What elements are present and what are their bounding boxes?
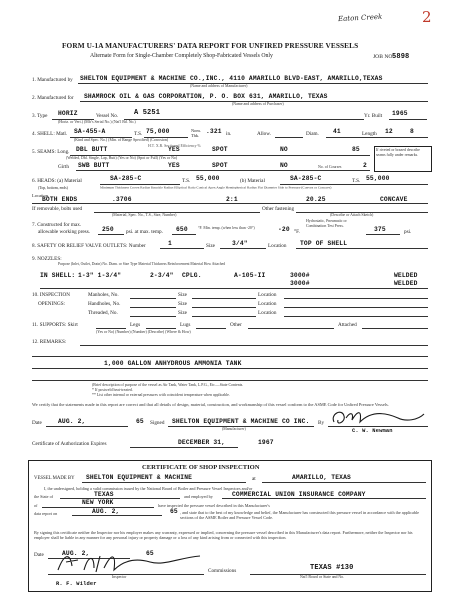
attached-label: Attached (338, 322, 357, 328)
insp-sign-date: AUG. 2, (62, 550, 90, 557)
of-label: of (34, 503, 38, 508)
inspector-print: R. F. Wilder (56, 581, 97, 587)
inspector-caption: Inspector (112, 575, 127, 579)
shop-inspection-title: CERTIFICATE OF SHOP INSPECTION (142, 464, 260, 471)
threaded-size: Size (178, 310, 187, 316)
shell-material: SA-455-A (74, 128, 106, 135)
nozzle-row2-how: WELDED (394, 280, 418, 287)
head-location-label: Location (32, 193, 48, 198)
nozzle-row-label: IN SHELL: (40, 272, 76, 279)
note-3: ** List other internal or external pressures with coincident temperature when applicable. (92, 393, 230, 397)
shell-nom-thk: .321 (206, 128, 222, 135)
commissions-label: Commissions (208, 568, 237, 574)
vessel-no-label: Vessel No. (96, 113, 119, 119)
head-b-ts: 55,000 (366, 175, 390, 182)
inspection-date: AUG. 2, (92, 508, 120, 515)
valve-number: 1 (168, 240, 172, 247)
item9-label: 9. NOZZLES: (32, 256, 62, 262)
seam-girth-xr: SPOT (212, 162, 228, 169)
seam-girth-ht: YES (168, 162, 180, 169)
state-of-label: the State of (34, 494, 54, 499)
seam-girth-sect: NO (280, 162, 288, 169)
commission-caption: Nat'l Board or State and No. (300, 575, 345, 579)
mawp: 250 (102, 226, 114, 233)
insp-sign-year: 65 (146, 550, 154, 557)
cert-year: 65 (136, 418, 144, 425)
supports-other-label: Other (230, 322, 242, 328)
insp-date-label: Date (34, 552, 44, 558)
inspector-signature (54, 548, 204, 576)
head-columns: Minimum Thickness Crown Radius Knuckle Radius Elliptical Ratio Conical Apex Angle Hemispherical Radius Flat Diameter Side to Pressure (Convex or Concave) (100, 186, 332, 190)
cert-auth-label: Certificate of Authorization Expires (32, 441, 107, 447)
min-temp: -20 (278, 226, 290, 233)
valve-size: 3/4" (232, 240, 248, 247)
at-city: AMARILLO, TEXAS (292, 474, 351, 481)
item12-label: 12. REMARKS: (32, 339, 67, 345)
vessel-made-by-label: VESSEL MADE BY (34, 476, 75, 481)
cert-expires: DECEMBER 31, (178, 439, 226, 446)
nozzle-how: WELDED (394, 272, 418, 279)
seam-long-sect: NO (280, 146, 288, 153)
riveted-note: If riveted or brazed describe seams fully under remarks. (376, 148, 420, 157)
cert-signed-label: Signed (150, 420, 165, 426)
shell-ts-label: T.S. (134, 131, 143, 137)
item4-caption: (Kind and Spec. No.) (Min. of Range Specified) (Corrosion) (74, 138, 169, 142)
employer: COMMERCIAL UNION INSURANCE COMPANY (232, 491, 366, 498)
manholes-size: Size (178, 292, 187, 298)
seam-courses: 2 (363, 162, 367, 169)
cert-date-label: Date (32, 420, 42, 426)
note-2: * If postweld heat-treated. (92, 388, 133, 392)
fastening-caption: (Describe or Attach Sketch) (330, 213, 374, 217)
min-temp-label: °F. Min. temp. (when less than -20°) (198, 226, 255, 230)
item5-label: 5. SEAMS: Long. (32, 149, 70, 155)
inspection-para-1c: , and state that to the best of my knowledge and belief, the Manufacturer has constructed this pressure vessel in accordance with the applicable sections of the ASME Boiler and Pressure Vessel Code. (180, 510, 419, 520)
item1-caption: (Name and address of Manufacturer) (190, 84, 248, 88)
vessel-maker: SHELTON EQUIPMENT & MACHINE (86, 474, 193, 481)
shell-length-label: Length (362, 131, 377, 137)
test-press: 375 (374, 226, 386, 233)
cert-expires-year: 1967 (258, 439, 274, 446)
job-label: JOB NO (373, 54, 393, 60)
threaded-location: Location (258, 310, 277, 316)
item4-label: 4. SHELL: Matl. (32, 131, 68, 137)
nozzle-row2-thk: 3000# (290, 280, 310, 287)
purchaser-value: SHAMROCK OIL & GAS CORPORATION, P. O. BOX 631, AMARILLO, TEXAS (84, 93, 328, 100)
shell-diam-label: Diam. (306, 131, 319, 137)
inspection-para-2: By signing this certificate neither the Inspector nor his employer makes any warranty, expressed or implied, concerning the pressure vessel described in this Manufacturer's data report. Furthermore, neither the Inspector nor his employer shall be liable in any manner for any personal injury or property damage or a loss of any kind arising from or connected with this inspection. (34, 530, 413, 540)
nozzle-size: 2-3/4" (150, 272, 174, 279)
head-location: BOTH ENDS (42, 196, 78, 203)
item11-label: 11. SUPPORTS: Skirt (32, 322, 78, 328)
seam-girth: SWB BUTT (78, 162, 110, 169)
legs-label: Legs (130, 322, 141, 328)
item6-label: 6. HEADS: (a) Material (32, 178, 82, 184)
cert-statement: We certify that the statements made in this report are correct and that all details of design, material, construction, and workmanship of this vessel conform to the ASME Code for Unfired Pressure Vessels. (32, 402, 389, 407)
commission: TEXAS #130 (310, 564, 354, 572)
shell-thk-label: Thk. (191, 133, 200, 138)
cert-company: SHELTON EQUIPMENT & MACHINE CO INC. (172, 418, 310, 425)
max-temp: 650 (176, 226, 188, 233)
head-b-ts-label: T.S. (352, 178, 361, 184)
manufacturer-value: SHELTON EQUIPMENT & MACHINE CO.,INC., 4110 AMARILLO BLVD-EAST, AMARILLO,TEXAS (80, 75, 383, 82)
lugs-label: Lugs (180, 322, 191, 328)
shell-allow-label: Allow. (257, 131, 271, 137)
item3-label: 3. Type (32, 113, 48, 119)
item7-label-2: allowable working press. (38, 229, 91, 235)
year-built: 1965 (392, 110, 408, 117)
inspection-year: 65 (170, 508, 178, 515)
head-ell-ratio: 2:1 (226, 196, 238, 203)
employed-by-label: and employed by (184, 494, 213, 499)
data-report-on-label: data report on (34, 511, 58, 516)
employer-city: NEW YORK (82, 499, 114, 506)
valve-size-label: Size (206, 243, 215, 249)
inspection-para-1a: I, the undersigned, holding a valid commission issued by the National Board of Boiler and Pressure Vessel Inspectors and/or (44, 486, 253, 491)
item8-label: 8. SAFETY OR RELIEF VALVE OUTLETS: Number (32, 243, 146, 249)
courses-label: No. of Courses (318, 165, 342, 169)
vessel-no: A 5251 (134, 109, 161, 117)
cert-manufacturer-caption: (Manufacturer) (222, 427, 246, 431)
seam-long-xr: SPOT (212, 146, 228, 153)
item1-label: 1. Manufactured by (32, 77, 73, 83)
seam-long: DBL BUTT (76, 146, 108, 153)
head-b-material: SA-285-C (290, 175, 322, 182)
seam-long-ht: YES (168, 146, 180, 153)
head-a-material: SA-285-C (110, 175, 142, 182)
degf2: °F. (294, 229, 300, 235)
psi-label: psi. at max. temp. (126, 229, 163, 235)
inspection-para-1b: have inspected the pressure vessel described in this Manufacturer's (158, 503, 270, 508)
item5-caption: (Welded, Dbl. Single, Lap, Butt) (Yes or No) (Spot or Full) (Yes or No) (66, 156, 178, 160)
item11-caption: (Yes or No) (Number) (Number) (Describe) (Where & How) (96, 330, 191, 334)
valve-location-label: Location (268, 243, 287, 249)
head-hemi-radius: 20.25 (306, 196, 326, 203)
cert-signer: C. W. Newman (352, 428, 393, 434)
hydro-label: Hydrostatic, Pneumatic or Combination Test Press. (306, 219, 347, 228)
year-built-label: Yr. Built (364, 113, 383, 119)
page-number: 2 (422, 8, 432, 26)
head-a-ts: 55,000 (196, 175, 220, 182)
nozzle-purpose: 1-3" 1-3/4" (78, 272, 122, 279)
threaded-label: Threaded, No. (88, 310, 118, 316)
shell-diam: 41 (333, 128, 341, 135)
shell-in-label: in. (226, 131, 232, 137)
removable-label: If removable, bolts used (32, 206, 83, 212)
handholes-size: Size (178, 301, 187, 307)
nozzle-type: CPLG. (182, 272, 202, 279)
handwritten-note: Eaton Creek (337, 12, 383, 24)
head-b-label: (b) Material (240, 178, 265, 184)
shell-length-in: 8 (410, 128, 414, 135)
form-subtitle: Alternate Form for Single-Chamber Completely Shop-Fabricated Vessels Only (90, 53, 273, 59)
item2-label: 2. Manufactured for (32, 95, 74, 101)
item7-label: 7. Constructed for max. (32, 222, 82, 228)
at-label: at (252, 476, 256, 482)
item3-caption: (Horiz. or Vert.) (Mfr's Serial No.) (Nat'l Bd. No.) (58, 120, 136, 124)
valve-location: TOP OF SHELL (300, 240, 348, 247)
shell-length-ft: 12 (385, 128, 393, 135)
item2-caption: (Name and address of Purchaser) (232, 102, 284, 106)
item5-headers: H.T. X.R. Sectioned Efficiency % (148, 144, 201, 148)
handholes-label: Handholes, No. (88, 301, 121, 307)
manholes-label: Manholes, No. (88, 292, 119, 298)
nozzle-thickness: 3000# (290, 272, 310, 279)
inspection-state: TEXAS (94, 491, 114, 498)
note-1: (Brief description of purpose of the vessel as Air Tank, Water Tank, L.P.G., Etc.—State Contents. (92, 383, 244, 387)
cert-by-label: By (318, 420, 325, 426)
shell-ts: 75,000 (146, 128, 170, 135)
head-location-caption: (Top, bottom, ends) (38, 186, 68, 190)
shell-nom-label: Nom. (191, 128, 201, 133)
remarks-text: 1,000 GALLON ANHYDROUS AMMONIA TANK (104, 360, 242, 367)
other-fastening-label: Other fastening (262, 206, 295, 212)
seam-efficiency: 85 (352, 146, 360, 153)
form-title: FORM U-1A MANUFACTURERS' DATA REPORT FOR UNFIRED PRESSURE VESSELS (62, 41, 359, 50)
job-number: 5898 (392, 53, 410, 61)
handholes-location: Location (258, 301, 277, 307)
cert-date: AUG. 2, (58, 418, 86, 425)
vessel-type: HORIZ (58, 110, 78, 117)
nozzle-material: A-105-II (234, 272, 266, 279)
nozzle-columns: Purpose (Inlet, Outlet, Drain) No. Diam. or Size Type Material Thickness Reinforcement Material How Attached (58, 262, 226, 266)
item10-label-2: OPENINGS: (38, 301, 66, 307)
head-a-ts-label: T.S. (182, 178, 191, 184)
head-side: CONCAVE (380, 196, 408, 203)
psi2: psi. (404, 229, 412, 235)
removable-caption: (Material, Spec. No., T.S., Size, Number) (112, 213, 177, 217)
item10-label: 10. INSPECTION (32, 292, 71, 298)
girth-label: Girth (58, 164, 69, 170)
head-thickness: .3706 (112, 196, 132, 203)
manholes-location: Location (258, 292, 277, 298)
